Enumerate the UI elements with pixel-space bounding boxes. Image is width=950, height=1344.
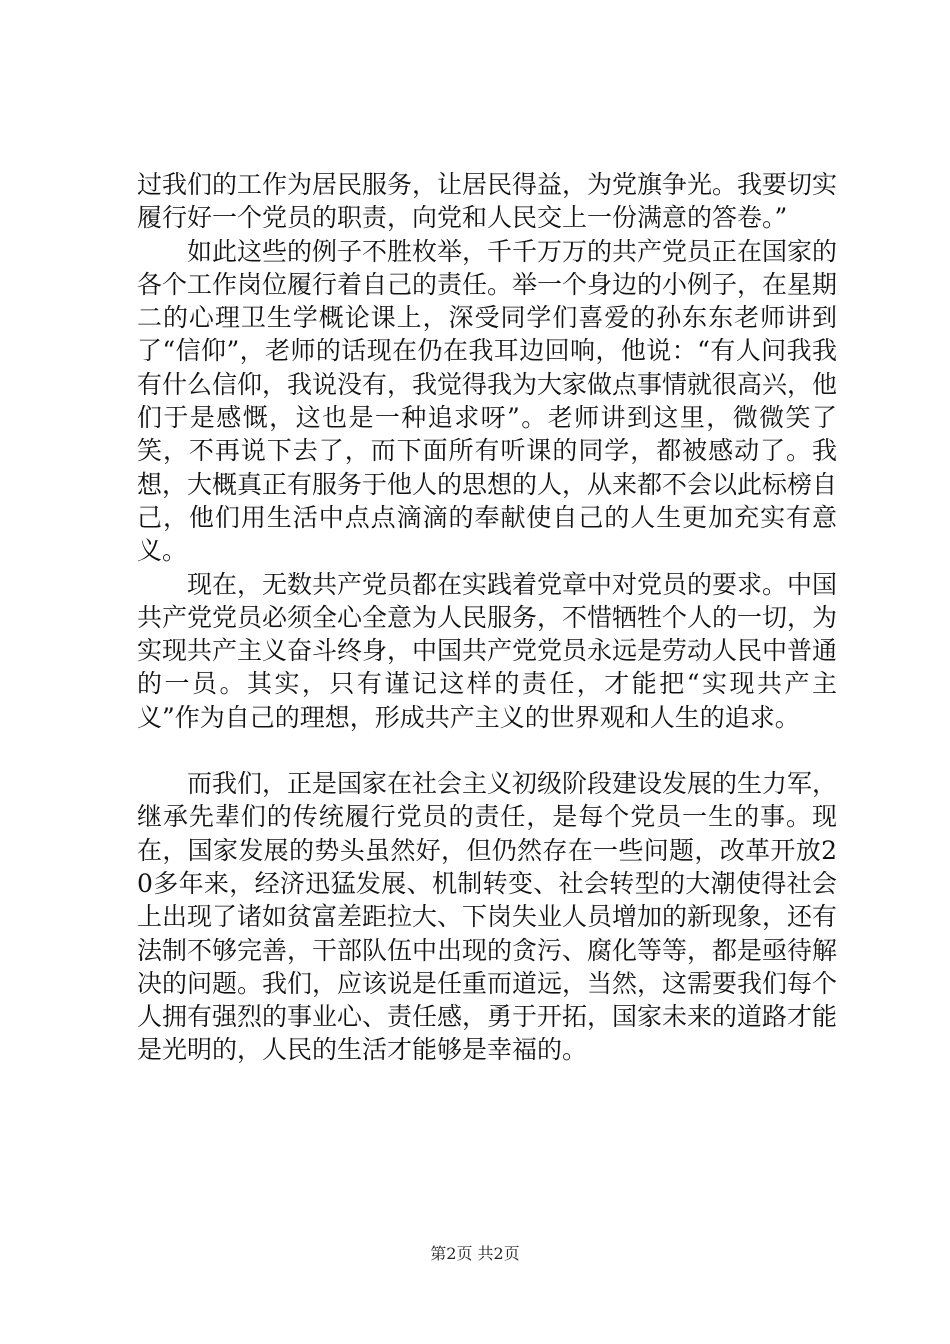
paragraph-2: 如此这些的例子不胜枚举，千千万万的共产党员正在国家的各个工作岗位履行着自己的责任。举一个身边的小例子，在星期二的心理卫生学概论课上，深受同学们喜爱的孙东东老师讲到了“信仰”，老师的话现在仍在我耳边回响，他说：“有人问我我有什么信仰，我说没有，我觉得我为大家做点事情就很高兴，他们于是感慨，这也是一种追求呀”。老师讲到这里，微微笑了笑，不再说下去了，而下面所有听课的同学，都被感动了。我想，大概真正有服务于他人的思想的人，从来都不会以此标榜自己，他们用生活中点点滴滴的奉献使自己的人生更加充实有意义。 (137, 236, 838, 566)
page-number-label: 第2页 共2页 (430, 1244, 520, 1263)
paragraph-4: 而我们，正是国家在社会主义初级阶段建设发展的生力军，继承先辈们的传统履行党员的责任，是每个党员一生的事。现在，国家发展的势头虽然好，但仍然存在一些问题，改革开放20多年来，经济迅猛发展、机制转变、社会转型的大潮使得社会上出现了诸如贫富差距拉大、下岗失业人员增加的新现象，还有法制不够完善，干部队伍中出现的贪污、腐化等等，都是亟待解决的问题。我们，应该说是任重而道远，当然，这需要我们每个人拥有强烈的事业心、责任感，勇于开拓，国家未来的道路才能是光明的，人民的生活才能够是幸福的。 (137, 769, 838, 1065)
page-footer (0, 1244, 950, 1264)
paragraph-1: 过我们的工作为居民服务，让居民得益，为党旗争光。我要切实履行好一个党员的职责，向党和人民交上一份满意的答卷。” (137, 170, 838, 233)
document-body (137, 168, 837, 1067)
paragraph-3: 现在，无数共产党员都在实践着党章中对党员的要求。中国共产党党员必须全心全意为人民服务，不惜牺牲个人的一切，为实现共产主义奋斗终身，中国共产党党员永远是劳动人民中普通的一员。其实，只有谨记这样的责任，才能把“实现共产主义”作为自己的理想，形成共产主义的世界观和人生的追求。 (137, 569, 838, 732)
paragraph-spacer (137, 734, 837, 767)
